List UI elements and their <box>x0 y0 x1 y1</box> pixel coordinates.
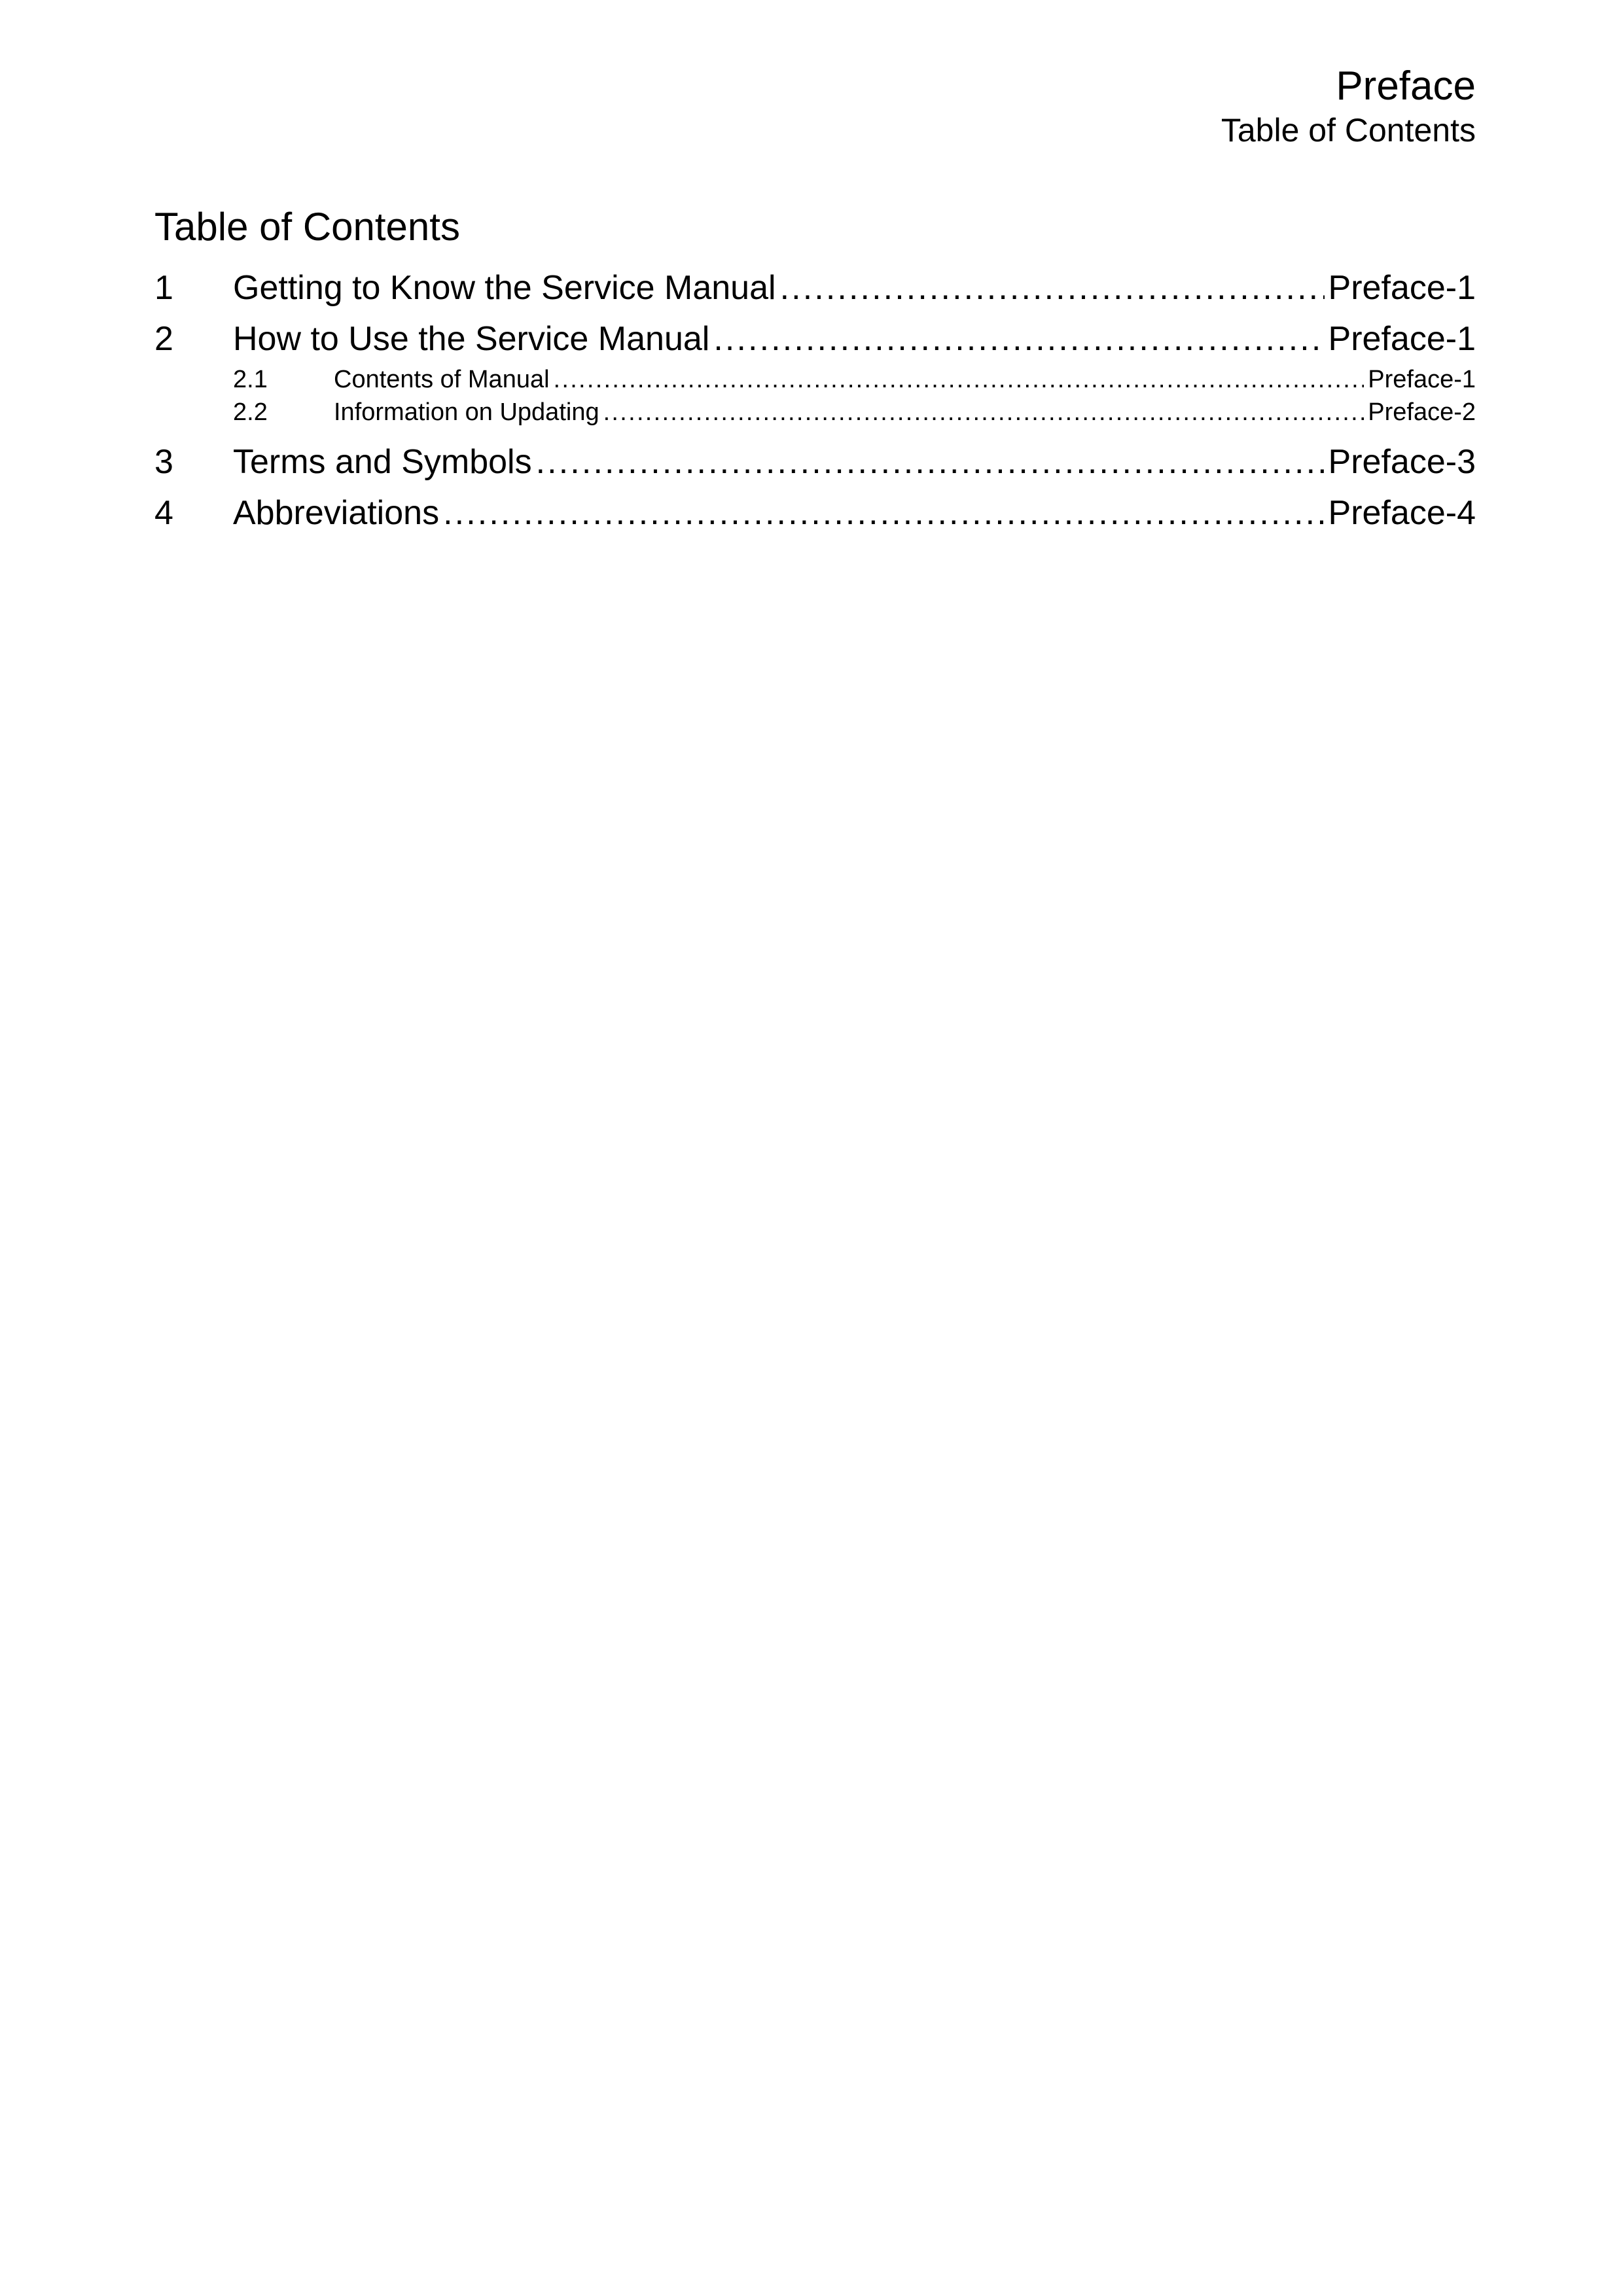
header-section-title: Table of Contents <box>1221 112 1476 149</box>
toc-dot-leader <box>536 438 1325 486</box>
toc-entry-number: 2.1 <box>233 366 268 393</box>
toc-entry-3[interactable] <box>154 438 1476 486</box>
toc-entry-number: 4 <box>154 494 173 532</box>
toc-entry-label: Terms and Symbols <box>233 443 532 481</box>
toc-entry-page: Preface-1 <box>1328 269 1476 307</box>
toc-entry-2-1[interactable] <box>154 363 1476 396</box>
toc-entry-page: Preface-1 <box>1368 366 1476 393</box>
toc-entry-1[interactable] <box>154 264 1476 312</box>
toc-entry-number: 2.2 <box>233 398 268 426</box>
toc-entry-number: 1 <box>154 269 173 307</box>
toc-entry-label: Information on Updating <box>334 398 599 426</box>
toc-entry-4[interactable] <box>154 489 1476 537</box>
toc-entry-label: Contents of Manual <box>334 366 550 393</box>
toc-entry-2[interactable] <box>154 315 1476 363</box>
toc-entry-number: 3 <box>154 443 173 481</box>
header-chapter-title: Preface <box>1336 63 1476 109</box>
toc-title: Table of Contents <box>154 205 460 249</box>
toc-entry-label: Getting to Know the Service Manual <box>233 269 776 307</box>
toc-dot-leader <box>713 315 1324 363</box>
toc-entry-page: Preface-3 <box>1328 443 1476 481</box>
toc-dot-leader <box>603 396 1364 429</box>
toc-entry-label: How to Use the Service Manual <box>233 320 710 358</box>
toc-entry-label: Abbreviations <box>233 494 440 532</box>
toc-entry-2-2[interactable] <box>154 396 1476 429</box>
toc-entry-page: Preface-1 <box>1328 320 1476 358</box>
toc-dot-leader <box>780 264 1325 312</box>
toc-entry-page: Preface-2 <box>1368 398 1476 426</box>
table-of-contents <box>154 204 1476 537</box>
toc-dot-leader <box>443 489 1324 537</box>
running-header <box>1221 63 1476 150</box>
toc-dot-leader <box>554 363 1364 396</box>
toc-entry-number: 2 <box>154 320 173 358</box>
toc-entry-page: Preface-4 <box>1328 494 1476 532</box>
